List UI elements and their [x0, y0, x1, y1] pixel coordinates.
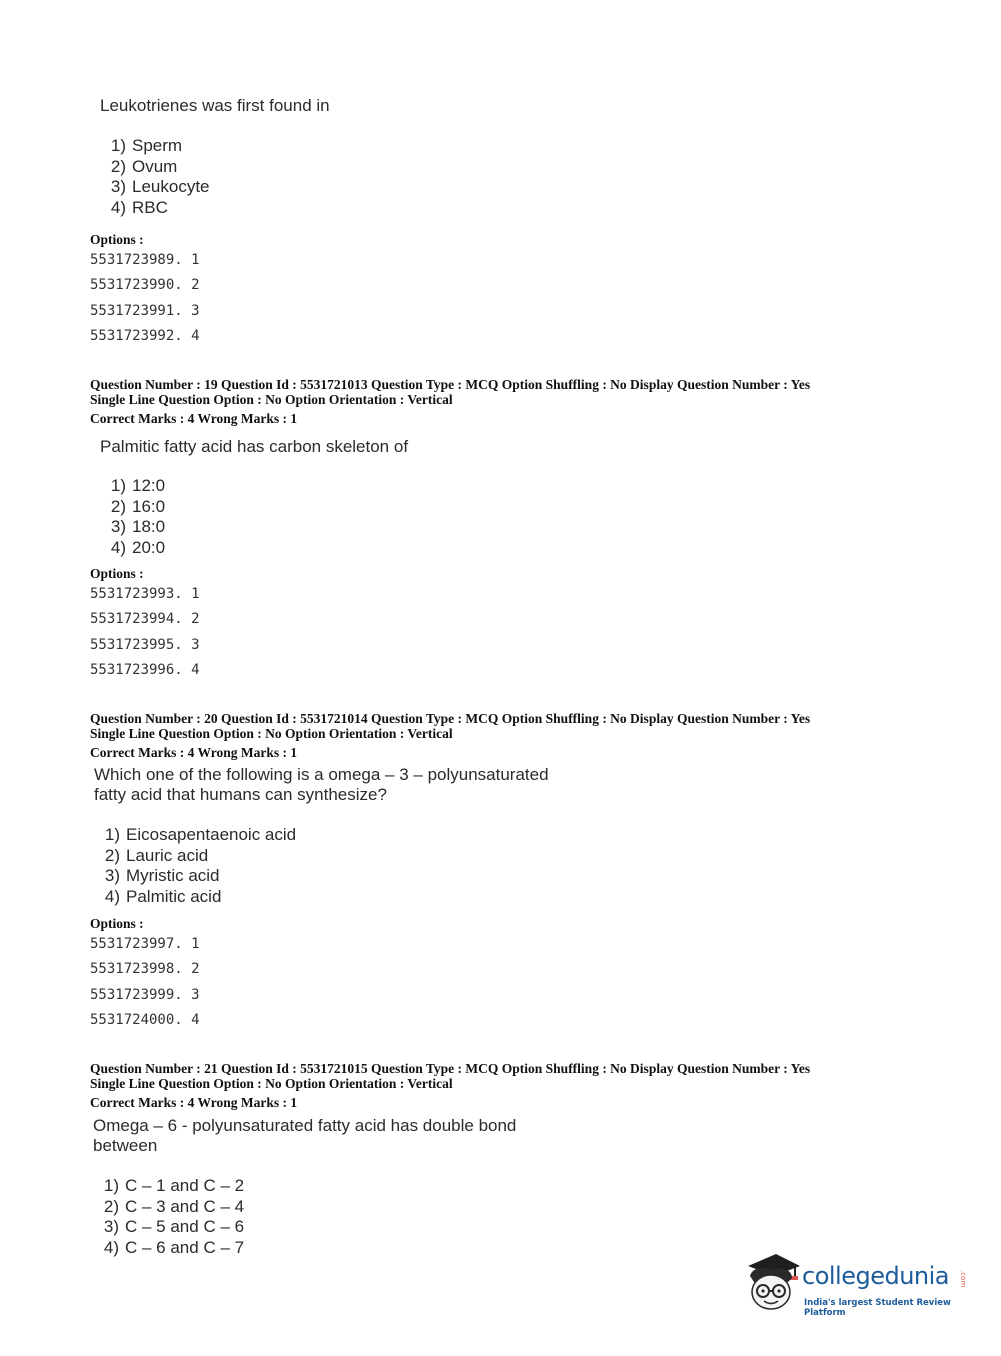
q18-choice-4: 4) RBC: [110, 197, 168, 217]
q20-choice-1: 1) Eicosapentaenoic acid: [104, 825, 297, 844]
logo-wordmark: collegedunia: [802, 1262, 950, 1290]
q21-choice-2: 2) C – 3 and C – 4: [103, 1196, 245, 1216]
q20-options-label: Options :: [90, 916, 144, 931]
q18-option-3: 5531723991. 3: [90, 302, 200, 319]
q18-option-2: 5531723990. 2: [90, 277, 200, 294]
q21-question-line: between: [93, 1136, 158, 1155]
q19-choice-3: 3) 18:0: [110, 517, 166, 536]
q19-choices: [100, 476, 165, 558]
q20-question-line: Which one of the following is a omega – 3 – polyunsaturated: [94, 765, 549, 784]
q21-marks: Correct Marks : 4 Wrong Marks : 1: [90, 1095, 298, 1110]
q18-options: [90, 248, 200, 349]
q18-choice-1: 1) Sperm: [110, 136, 183, 155]
q18-choice-3: 3) Leukocyte: [110, 177, 210, 196]
q19-question-line: Palmitic fatty acid has carbon skeleton of: [100, 437, 409, 456]
q18-choices: [100, 136, 210, 218]
q21-choice-1: 1) C – 1 and C – 2: [103, 1176, 245, 1195]
q19-question: [100, 437, 408, 457]
q21-meta-line2: Single Line Question Option : No Option Orientation : Vertical: [90, 1076, 453, 1091]
q19-option-4: 5531723996. 4: [90, 661, 200, 678]
q20-marks: Correct Marks : 4 Wrong Marks : 1: [90, 745, 298, 760]
q20-question: [94, 765, 549, 805]
q20-meta-line2: Single Line Question Option : No Option Orientation : Vertical: [90, 726, 453, 741]
q19-choice-4: 4) 20:0: [110, 537, 166, 557]
q19-meta-line1: Question Number : 19 Question Id : 5531721013 Question Type : MCQ Option Shuffling : No Display Question Number : Yes: [90, 377, 811, 392]
q20-options: [90, 932, 200, 1033]
q19-option-1: 5531723993. 1: [90, 586, 200, 602]
q21-choice-4: 4) C – 6 and C – 7: [103, 1237, 245, 1257]
q18-option-1: 5531723989. 1: [90, 252, 200, 268]
q20-option-2: 5531723998. 2: [90, 961, 200, 978]
q20-choice-4: 4) Palmitic acid: [104, 886, 222, 906]
q18-option-4: 5531723992. 4: [90, 327, 200, 344]
q20-option-3: 5531723999. 3: [90, 986, 200, 1003]
q19-option-3: 5531723995. 3: [90, 636, 200, 653]
q19-option-2: 5531723994. 2: [90, 611, 200, 628]
q21-question-line: Omega – 6 - polyunsaturated fatty acid has double bond: [93, 1116, 517, 1135]
logo-tagline: India's largest Student Review Platform: [804, 1298, 951, 1318]
q20-meta: [90, 711, 810, 741]
q18-question: [100, 96, 330, 116]
q19-marks: Correct Marks : 4 Wrong Marks : 1: [90, 411, 298, 426]
q21-choices: [93, 1176, 244, 1258]
q19-options: [90, 582, 200, 683]
q19-choice-2: 2) 16:0: [110, 496, 166, 516]
q20-question-line: fatty acid that humans can synthesize?: [94, 785, 387, 804]
logo-domain-suffix: .com: [959, 1270, 967, 1288]
q21-choice-3: 3) C – 5 and C – 6: [103, 1217, 245, 1236]
q18-choice-2: 2) Ovum: [110, 156, 178, 176]
q21-question: [93, 1116, 516, 1156]
q20-choice-2: 2) Lauric acid: [104, 845, 209, 865]
q20-choices: [94, 825, 296, 907]
q20-option-1: 5531723997. 1: [90, 936, 200, 952]
q21-meta-line1: Question Number : 21 Question Id : 5531721015 Question Type : MCQ Option Shuffling : No Display Question Number : Yes: [90, 1061, 811, 1076]
q20-meta-line1: Question Number : 20 Question Id : 5531721014 Question Type : MCQ Option Shuffling : No Display Question Number : Yes: [90, 711, 811, 726]
q21-meta: [90, 1061, 810, 1091]
q18-options-label: Options :: [90, 232, 144, 247]
q19-choice-1: 1) 12:0: [110, 476, 166, 495]
q20-choice-3: 3) Myristic acid: [104, 866, 220, 885]
q19-options-label: Options :: [90, 566, 144, 581]
q20-option-4: 5531724000. 4: [90, 1011, 200, 1028]
q19-meta: [90, 377, 810, 407]
q18-question-line: Leukotrienes was first found in: [100, 96, 330, 115]
mascot-icon: [742, 1248, 804, 1314]
collegedunia-logo[interactable]: [742, 1248, 972, 1318]
q19-meta-line2: Single Line Question Option : No Option Orientation : Vertical: [90, 392, 453, 407]
